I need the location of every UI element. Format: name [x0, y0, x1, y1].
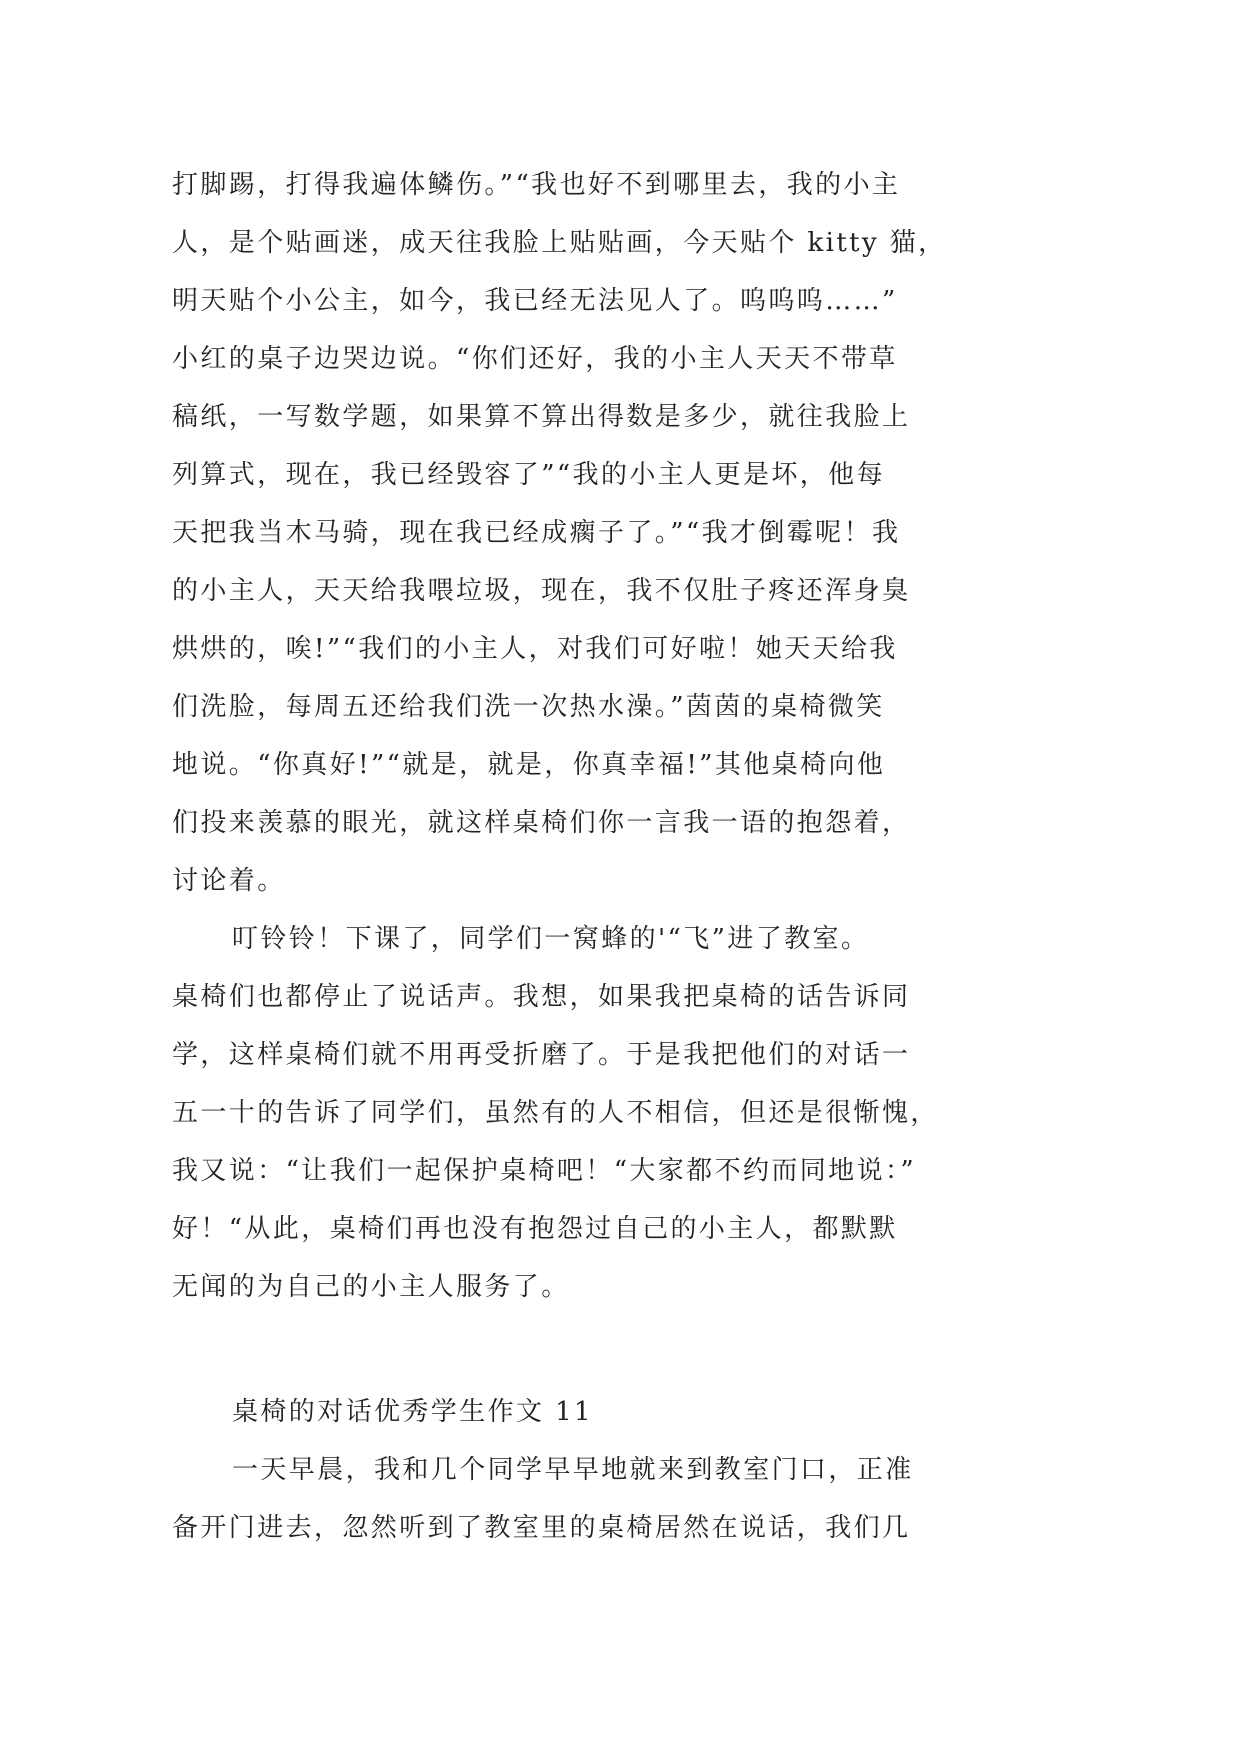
text-line: 我又说：“让我们一起保护桌椅吧！“大家都不约而同地说：”: [172, 1156, 917, 1186]
text-line: 学，这样桌椅们就不用再受折磨了。于是我把他们的对话一: [172, 1040, 911, 1070]
text-line: 小红的桌子边哭边说。“你们还好，我的小主人天天不带草: [172, 344, 898, 374]
text-line: 人，是个贴画迷，成天往我脸上贴贴画，今天贴个 kitty 猫，: [172, 228, 947, 258]
text-line: 讨论着。: [172, 866, 286, 896]
text-line: 备开门进去，忽然听到了教室里的桌椅居然在说话，我们几: [172, 1513, 911, 1543]
section-gap: [172, 1316, 972, 1383]
text-line: 列算式，现在，我已经毁容了”“我的小主人更是坏，他每: [172, 460, 885, 490]
text-line: 明天贴个小公主，如今，我已经无法见人了。呜呜呜……”: [172, 286, 898, 316]
text-line: 烘烘的，唉!”“我们的小主人，对我们可好啦！她天天给我: [172, 634, 898, 664]
text-line: 们洗脸，每周五还给我们洗一次热水澡。”茵茵的桌椅微笑: [172, 692, 885, 722]
text-line: 五一十的告诉了同学们，虽然有的人不相信，但还是很惭愧，: [172, 1098, 939, 1128]
text-line: 地说。“你真好!”“就是，就是，你真幸福!”其他桌椅向他: [172, 750, 886, 780]
text-line: 们投来羡慕的眼光，就这样桌椅们你一言我一语的抱怨着，: [172, 808, 911, 838]
text-line: 无闻的为自己的小主人服务了。: [172, 1272, 570, 1302]
text-line: 桌椅们也都停止了说话声。我想，如果我把桌椅的话告诉同: [172, 982, 911, 1012]
section-heading: 桌椅的对话优秀学生作文 11: [232, 1397, 593, 1427]
paragraph-start-line: 叮铃铃！下课了，同学们一窝蜂的'“飞”进了教室。: [232, 924, 870, 954]
text-line: 的小主人，天天给我喂垃圾，现在，我不仅肚子疼还浑身臭: [172, 576, 911, 606]
paragraph-start-line: 一天早晨，我和几个同学早早地就来到教室门口，正准: [232, 1455, 914, 1485]
text-line: 天把我当木马骑，现在我已经成瘸子了。”“我才倒霉呢！我: [172, 518, 901, 548]
text-line: 稿纸，一写数学题，如果算不算出得数是多少，就往我脸上: [172, 402, 911, 432]
text-line: 好！“从此，桌椅们再也没有抱怨过自己的小主人，都默默: [172, 1214, 898, 1244]
text-line: 打脚踢，打得我遍体鳞伤。”“我也好不到哪里去，我的小主: [172, 170, 901, 200]
article-text: [172, 156, 972, 1557]
